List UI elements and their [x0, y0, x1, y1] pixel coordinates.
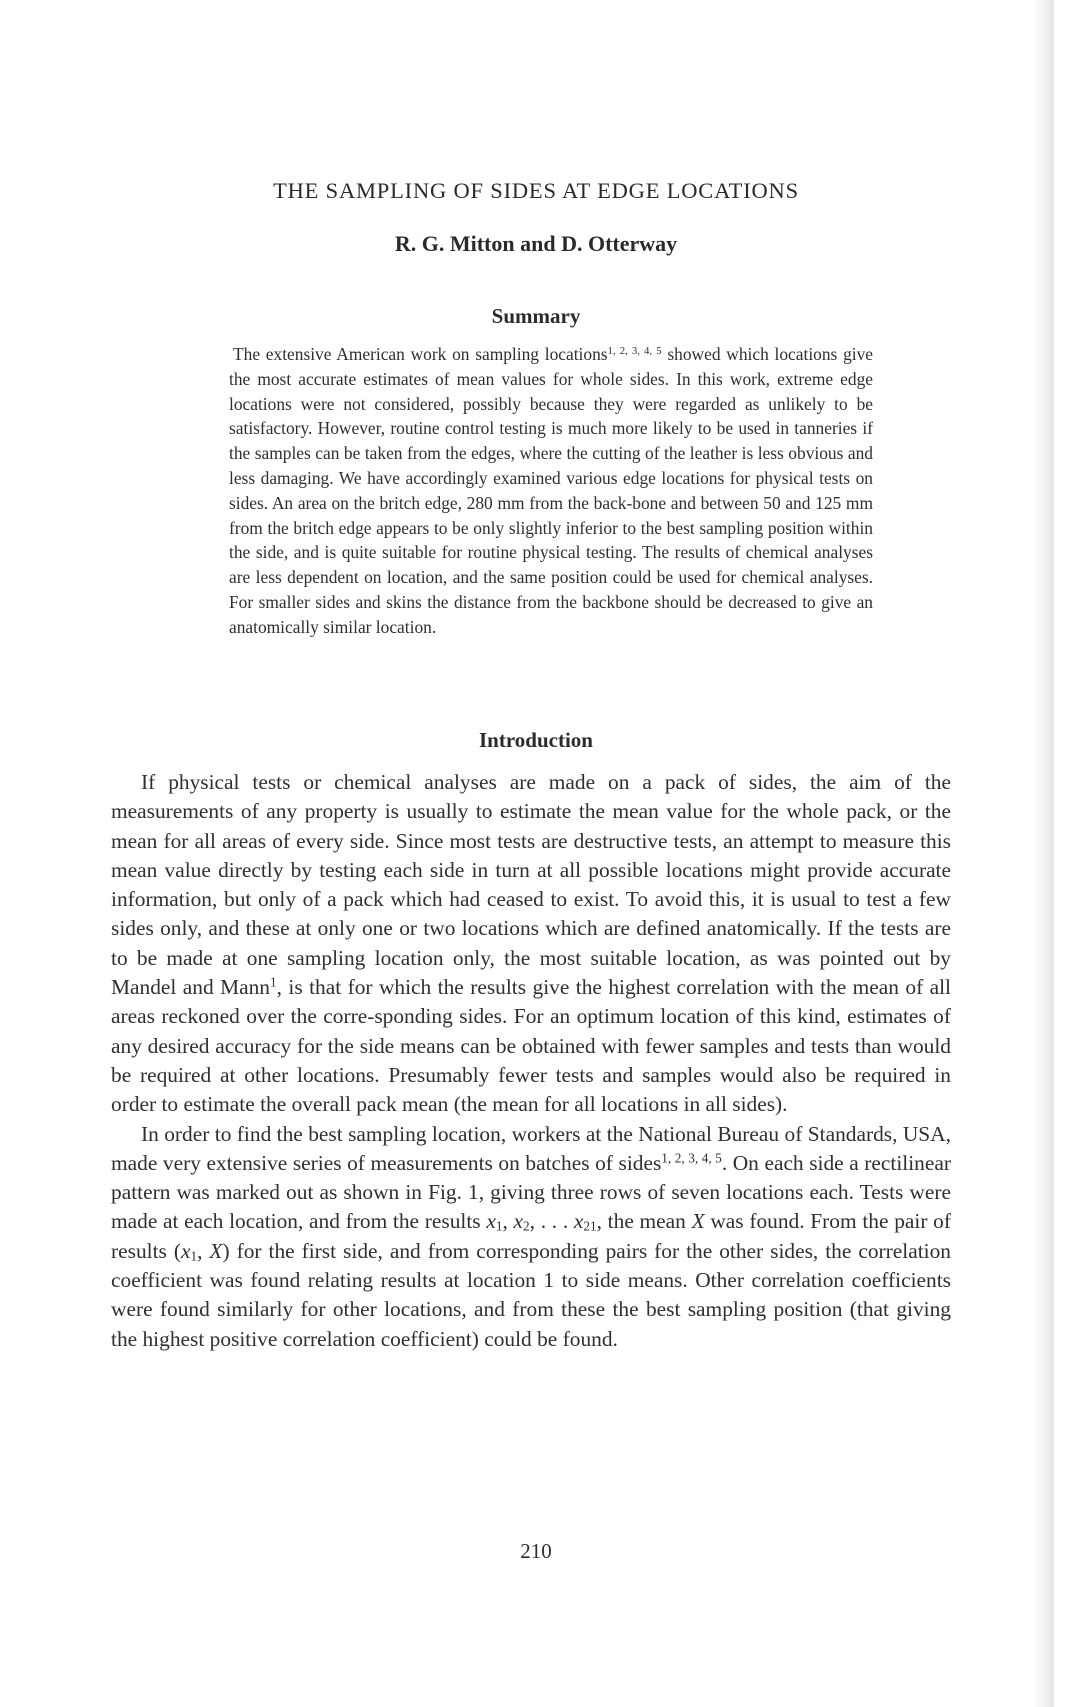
sub-1: 1	[190, 1248, 198, 1264]
intro-p2-text: In order to find the best sampling location, workers at the National Bureau of Standards, USA, made very extensive series of measurements on batches of sides	[111, 1121, 951, 1175]
summary-heading: Summary	[491, 304, 581, 328]
sub-1: 1	[495, 1219, 503, 1235]
summary-text: The extensive American work on sampling locations	[233, 344, 608, 364]
separator: ,	[502, 1209, 514, 1234]
summary-text-cont: showed which locations give the most accurate estimates of mean values for whole sides. In this work, extreme edge locations were not considered, possibly because they were regarded as unlikely to be satisfactory. However, routine control testing is much more likely to be used in tanneries if the samples can be taken from the edges, where the cutting of the leather is less obvious and less damaging. We have accordingly examined various edge locations for physical tests on sides. An area on the britch edge, 280 mm from the back-bone and between 50 and 125 mm from the britch edge appears to be only slightly inferior to the best sampling position within the side, and is quite suitable for routine physical testing. The results of chemical analyses are less dependent on location, and the same position could be used for chemical analyses. For smaller sides and skins the distance from the backbone should be decreased to give an anatomically similar location.	[229, 344, 874, 637]
sub-2: 2	[523, 1219, 530, 1235]
citation-refs: 1, 2, 3, 4, 5	[661, 1150, 722, 1166]
summary-citations: 1, 2, 3, 4, 5	[607, 345, 662, 358]
var-mean-X: X	[209, 1238, 223, 1263]
intro-paragraph-2	[111, 1120, 951, 1354]
intro-p2-text-e: ) for the first side, and from corresponding pairs for the other sides, the correlation coefficient was found relating results at location 1 to side means. Other correlation coefficients were found similarly for other locations, and from these the best sampling position (that giving the highest positive correlation coefficient) could be found.	[111, 1238, 951, 1351]
sub-21: 21	[583, 1219, 597, 1235]
var-x: x	[513, 1209, 524, 1234]
introduction-body	[111, 768, 951, 1354]
intro-p2-text-b: . On each side a rectilinear pattern was marked out as shown in Fig. 1, giving three rows of seven locations each. Tests were made at each location, and from the results	[111, 1150, 951, 1234]
intro-p2-text-c: , the mean	[596, 1209, 692, 1234]
paper-title: THE SAMPLING OF SIDES AT EDGE LOCATIONS	[273, 178, 799, 203]
var-x: x	[486, 1209, 496, 1234]
ellipsis: , . . .	[529, 1209, 574, 1234]
separator: ,	[197, 1238, 210, 1263]
intro-p1-text: If physical tests or chemical analyses are made on a pack of sides, the aim of the measurements of any property is usually to estimate the mean value for the whole pack, or the mean for all areas of every side. Since most tests are destructive tests, an attempt to measure this mean value directly by testing each side in turn at all possible locations might provide accurate information, but only of a pack which had ceased to exist. To avoid this, it is usual to test a few sides only, and these at only one or two locations which are defined anatomically. If the tests are to be made at one sampling location only, the most suitable location, as was pointed out by Mandel and Mann	[111, 770, 951, 1000]
var-x: x	[180, 1238, 191, 1263]
intro-p1-text-cont: , is that for which the results give the highest correlation with the mean of all areas reckoned over the corre-sponding sides. For an optimum location of this kind, estimates of any desired accuracy for the side means can be obtained with fewer samples and tests than would be required at other locations. Presumably fewer tests and samples would also be required in order to estimate the overall pack mean (the mean for all locations in all sides).	[111, 975, 952, 1117]
paper-authors: R. G. Mitton and D. Otterway	[394, 231, 678, 256]
citation-ref: 1	[270, 974, 277, 990]
page-number: 210	[520, 1539, 552, 1563]
var-x: x	[573, 1209, 584, 1234]
introduction-heading: Introduction	[479, 728, 593, 752]
summary-paragraph	[229, 342, 873, 640]
intro-paragraph-1	[111, 768, 951, 1120]
var-mean-X: X	[691, 1209, 705, 1234]
intro-p2-text-d: was found. From the pair of results (	[111, 1209, 951, 1263]
